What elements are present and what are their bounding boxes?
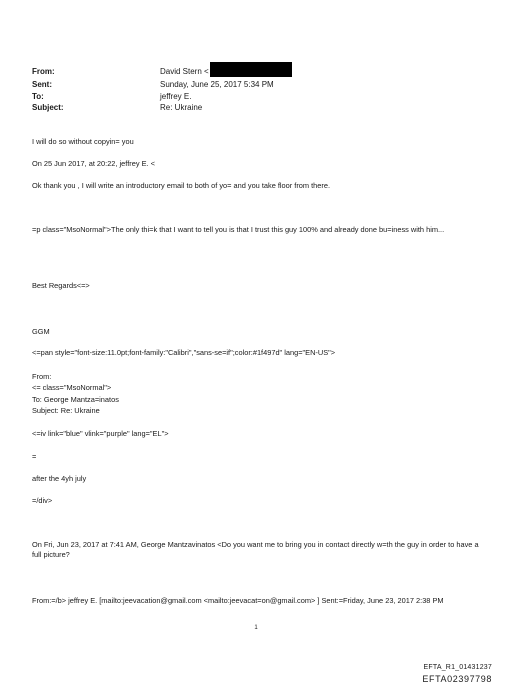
body-line: From: — [32, 372, 52, 381]
from-value: David Stern < — [160, 67, 209, 76]
body-line: <=pan style="font-size:11.0pt;font-family:"Calibri","sans-se=if";color:#1f497d" lang="EN-US"> — [32, 348, 336, 357]
bates-stamp-secondary: EFTA02397798 — [422, 674, 492, 684]
bates-stamp-primary: EFTA_R1_01431237 — [423, 664, 492, 671]
body-line: = — [32, 452, 37, 461]
subject-value: Re: Ukraine — [160, 103, 203, 112]
to-label: To: — [32, 92, 44, 101]
body-line: Best Regards<=> — [32, 281, 90, 290]
subject-label: Subject: — [32, 103, 64, 112]
body-line: <= class="MsoNormal"> — [32, 383, 112, 392]
body-line: From:=/b> jeffrey E. [mailto:jeevacation@gmail.com <mailto:jeevacat=on@gmail.com> ] Sent:=Friday, June 23, 2017 2:38 PM — [32, 596, 444, 605]
sent-value: Sunday, June 25, 2017 5:34 PM — [160, 80, 274, 89]
from-label: From: — [32, 67, 55, 76]
page-number: 1 — [254, 625, 258, 631]
body-line: On 25 Jun 2017, at 20:22, jeffrey E. < — [32, 159, 155, 168]
body-line: Subject: Re: Ukraine — [32, 406, 100, 415]
body-line: GGM — [32, 327, 50, 336]
body-line: <=iv link="blue" vlink="purple" lang="EL"> — [32, 429, 169, 438]
body-line: =/div> — [32, 496, 53, 505]
sent-label: Sent: — [32, 80, 52, 89]
redaction-box — [210, 62, 292, 77]
body-line: I will do so without copyin= you — [32, 137, 134, 146]
body-line: Ok thank you , I will write an introductory email to both of yo= and you take floor from there. — [32, 181, 331, 190]
to-value: jeffrey E. — [160, 92, 192, 101]
body-line: =p class="MsoNormal">The only thi=k that I want to tell you is that I trust this guy 100% and already done bu=iness with him... — [32, 225, 445, 234]
body-line: after the 4yh july — [32, 474, 87, 483]
body-line: On Fri, Jun 23, 2017 at 7:41 AM, George Mantzavinatos <Do you want me to bring you in contact directly w=th the guy in order to have a full picture? — [32, 540, 479, 559]
body-line: To: George Mantza=inatos — [32, 395, 119, 404]
